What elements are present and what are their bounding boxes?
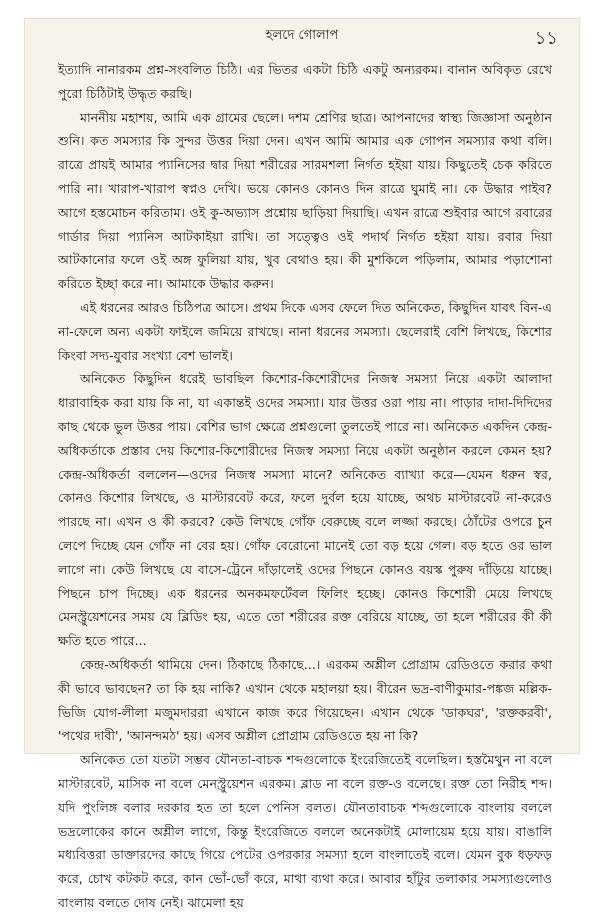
- book-page: [24, 18, 580, 910]
- running-title: হলদে গোলাপ: [265, 28, 339, 43]
- paragraph: এই ধরনের আরও চিঠিপত্র আসে। প্রথম দিকে এসব ফেলে দিত অনিকেত, কিছুদিন যাবৎ বিন-এ না-ফেলে অন্য একটা ফাইলে জমিয়ে রাখছে। নানা ধরনের সমস্যা। ছেলেরাই বেশি লিখছে, কিশোর কিংবা সদ্য-যুবার সংখ্যা বেশ ভালই।: [58, 299, 552, 363]
- page-header: [24, 26, 580, 48]
- paragraph: অনিকেত তো যতটা সম্ভব যৌনতা-বাচক শব্দগুলোকে ইংরেজিতেই বলেছিল। হস্তমৈথুন না বলে মাস্টারবেট, মাসিক না বলে মেনস্ট্রুয়েশন এরকম। ব্লাড না বলে রক্ত-ও বলেছে। রক্ত তো নিরীহ শব্দ। যদি পুংলিঙ্গ বলার দরকার হত তা হলে পেনিস বলত। যৌনতাবাচক শব্দগুলোকে বাংলায় বললে ভদ্রলোকের কানে অশ্লীল লাগে, কিন্তু ইংরেজিতে বললে অনেকটাই মোলায়েম হয়ে যায়। বাঙালি মধ্যবিত্তরা ডাক্তারদের কাছে গিয়ে পেটের ওপরকার সমস্যা হলে বাংলাতেই বলে। যেমন বুক ধড়ফড় করে, চোখ কটকট করে, কান ভোঁ-ভোঁ করে, মাথা ব্যথা করে। আবার হাঁটুর তলাকার সমস্যাগুলোও বাংলায় বলতে দোষ নেই। ঝামেলা হয়: [58, 752, 552, 910]
- body-text: [58, 58, 552, 910]
- paragraph: অনিকেত কিছুদিন ধরেই ভাবছিল কিশোর-কিশোরীদের নিজস্ব সমস্যা নিয়ে একটা আলাদা ধারাবাহিক করা যায় কি না, যা একান্তই ওদের সমস্যা। যার উত্তর ওরা পায় না। পাড়ার দাদা-দিদিদের কাছ থেকে ভুল উত্তর পায়। বেশির ভাগ ক্ষেত্রে প্রশ্নগুলো তুলতেই পারে না। অনিকেত একদিন কেন্দ্র-অধিকর্তাকে প্রস্তাব দেয় কিশোর-কিশোরীদের নিজস্ব সমস্যা নিয়ে একটা অনুষ্ঠান করলে কেমন হয়? কেন্দ্র-অধিকর্তা বললেন—ওদের নিজস্ব সমস্যা মানে? অনিকেত ব্যাখ্যা করে—যেমন ধরুন স্বর, কোনও কিশোর লিখছে, ও মাস্টারবেট করে, ফলে দুর্বল হয়ে যাচ্ছে, অথচ মাস্টারবেট না-করেও পারছে না। এখন ও কী করবে? কেউ লিখছে গোঁফ বেরুচ্ছে বলে লজ্জা করছে। ঠোঁটের ওপরে চুন লেপে দিচ্ছে যেন গোঁফ না বের হয়। গোঁফ বেরোনো মানেই তো বড় হয়ে গেল। বড় হতে ওর ভাল লাগে না। কেউ লিখছে যে বাসে-ট্রেনে দাঁড়ালেই ওদের পিছনে কোনও বয়স্ক পুরুষ দাঁড়িয়ে যাচ্ছে। পিছনে চাপ দিচ্ছে। এক ধরনের অনকমফর্টেবল ফিলিং হচ্ছে। কোনও কিশোরী মেয়ে লিখছে মেনস্ট্রুয়েশনের সময় যে ব্লিডিং হয়, এতে তো শরীরের রক্ত বেরিয়ে যাচ্ছে, তা হলে শরীরের কী কী ক্ষতি হতে পারে...: [58, 371, 552, 649]
- page-number: ১১: [534, 28, 558, 49]
- paragraph: কেন্দ্র-অধিকর্তা থামিয়ে দেন। ঠিকাছে ঠিকাছে...। এরকম অশ্লীল প্রোগ্রাম রেডিওতে করার কথা কী ভাবে ভাবছেন? তা কি হয় নাকি? এখান থেকে মহালয়া হয়। বীরেন ভদ্র-বাণীকুমার-পঙ্কজ মল্লিক-ভিজি যোগ-লীলা মজুমদাররা এখানে কাজ করে গিয়েছেন। এখান থেকে 'ডাকঘর', 'রক্তকরবী', 'পথের দাবী', 'আনন্দমঠ' হয়। এসব অশ্লীল প্রোগ্রাম রেডিওতে হয় না কি?: [58, 656, 552, 744]
- paragraph: ইত্যাদি নানারকম প্রশ্ন-সংবলিত চিঠি। এর ভিতর একটা চিঠি একটু অন্যরকম। বানান অবিকৃত রেখে পুরো চিঠিটাই উদ্ধৃত করছি।: [58, 62, 552, 101]
- paragraph: মাননীয় মহাশয়, আমি এক গ্রামের ছেলে। দশম শ্রেণির ছাত্র। আপনাদের স্বাস্থ্য জিজ্ঞাসা অনুষ্ঠান শুনি। কত সমস্যার কি সুন্দর উত্তর দিয়া দেন। এখন আমি আমার এক গোপন সমস্যার কথা বলি। রাত্রে প্রায়ই আমার প্যানিসের দ্বার দিয়া শরীরের সারমশলা নির্গত হইয়া যায়। কিছুতেই চেক করিতে পারি না। খারাপ-খারাপ স্বপ্নও দেখি। ভয়ে কোনও কোনও দিন রাত্রে ঘুমাই না। কে উদ্ধার পাইব? আগে হস্তমোচন করিতাম। ওই কু-অভ্যাস প্রশ্নোয় ছাড়িয়া দিয়াছি। এখন রাত্রে শুইবার আগে রবারের গার্ডার দিয়া প্যানিস আটকাইয়া রাখি। তা সত্ত্বেও ওই পদার্থ নির্গত হইয়া যায়। রবার দিয়া আটকানোর ফলে ওই অঙ্গ ফুলিয়া যায়, খুব বেথাও হয়। কী মুশকিলে পড়িলাম, আমার পড়াশোনা করিতে ইচ্ছা করে না। আমাকে উদ্ধার করুন।: [58, 109, 552, 292]
